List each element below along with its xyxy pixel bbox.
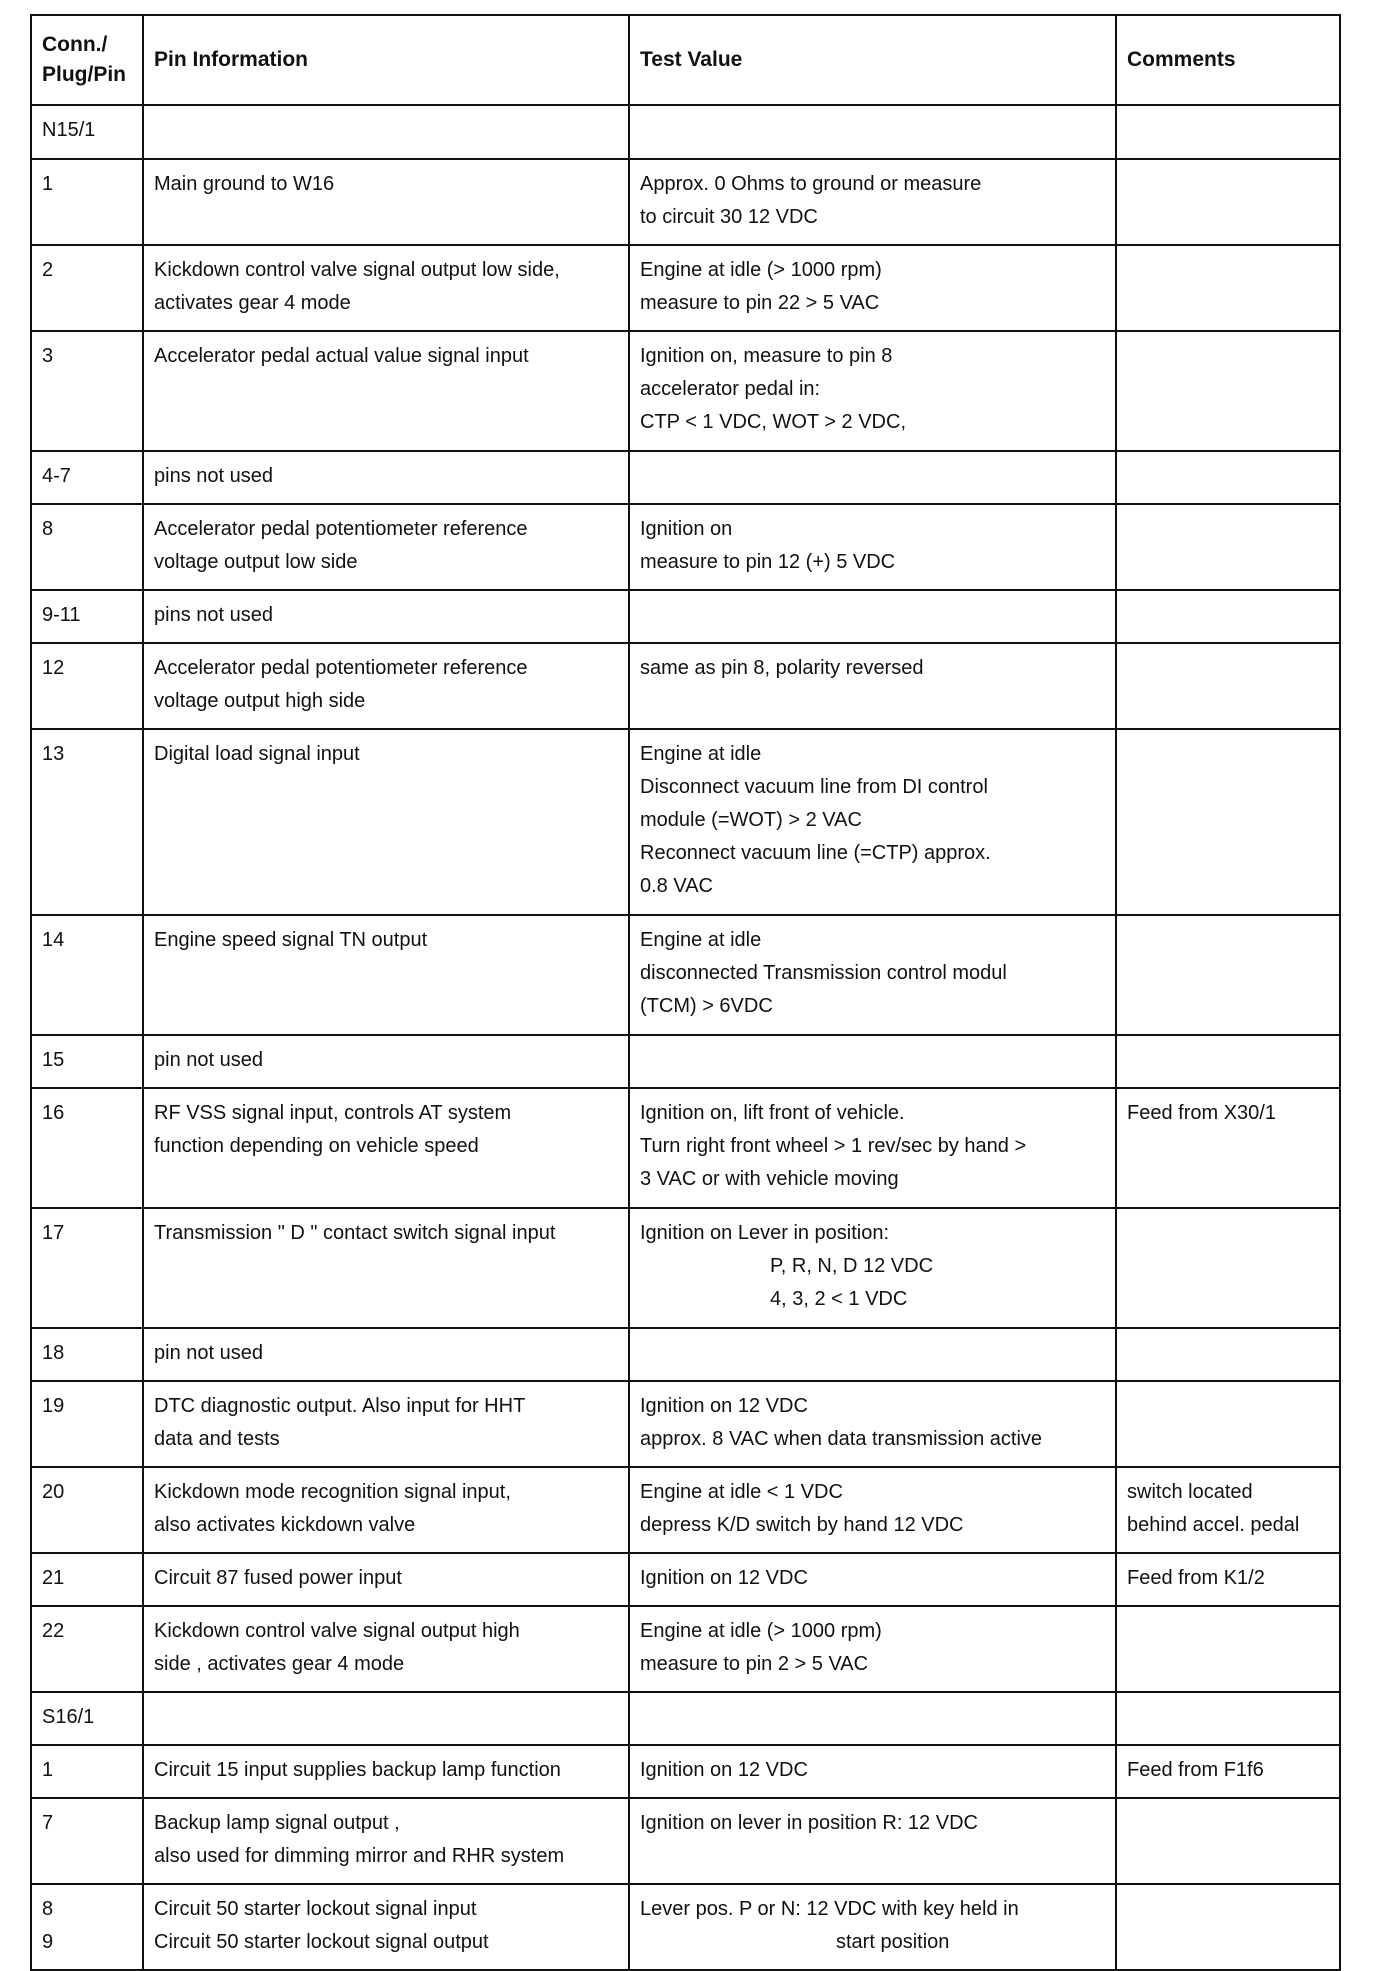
cell-line: 14 bbox=[42, 929, 65, 951]
cell-pin bbox=[143, 1208, 629, 1328]
cell-line: Lever pos. P or N: 12 VDC with key held in bbox=[640, 1898, 1019, 1920]
cell-line: Turn right front wheel > 1 rev/sec by hand > bbox=[640, 1135, 1027, 1157]
cell-line: 13 bbox=[42, 743, 65, 765]
cell-line: Ignition on Lever in position: bbox=[640, 1222, 890, 1244]
cell-pin bbox=[143, 504, 629, 590]
cell-line: activates gear 4 mode bbox=[154, 292, 351, 314]
cell-pin bbox=[143, 245, 629, 331]
pin-test-table bbox=[30, 14, 1341, 1971]
cell-comments bbox=[1116, 451, 1340, 504]
cell-pin bbox=[143, 1745, 629, 1798]
cell-line: data and tests bbox=[154, 1428, 280, 1450]
cell-comments bbox=[1116, 1381, 1340, 1467]
cell-test bbox=[629, 1035, 1116, 1088]
cell-pin bbox=[143, 1035, 629, 1088]
document-page bbox=[30, 14, 1339, 1971]
cell-line: Approx. 0 Ohms to ground or measure bbox=[640, 173, 982, 195]
cell-line: behind accel. pedal bbox=[1127, 1514, 1300, 1536]
cell-pin bbox=[143, 1328, 629, 1381]
cell-line: measure to pin 12 (+) 5 VDC bbox=[640, 551, 896, 573]
cell-pin bbox=[143, 1467, 629, 1553]
table-row bbox=[31, 105, 1340, 159]
cell-line: 0.8 VAC bbox=[640, 875, 713, 897]
cell-pin bbox=[143, 1692, 629, 1745]
cell-comments bbox=[1116, 245, 1340, 331]
table-row bbox=[31, 1381, 1340, 1467]
cell-test bbox=[629, 1381, 1116, 1467]
cell-line: 18 bbox=[42, 1342, 65, 1364]
table-row bbox=[31, 1884, 1340, 1970]
cell-comments bbox=[1116, 1553, 1340, 1606]
header-test-value: Test Value bbox=[629, 15, 1116, 105]
cell-comments bbox=[1116, 1606, 1340, 1692]
cell-line: function depending on vehicle speed bbox=[154, 1135, 479, 1157]
cell-pin bbox=[143, 729, 629, 915]
cell-test bbox=[629, 1088, 1116, 1208]
cell-conn bbox=[31, 1035, 143, 1088]
table-row bbox=[31, 1467, 1340, 1553]
cell-line: Circuit 15 input supplies backup lamp function bbox=[154, 1759, 561, 1781]
cell-line: Engine speed signal TN output bbox=[154, 929, 428, 951]
cell-comments bbox=[1116, 915, 1340, 1035]
cell-comments bbox=[1116, 1692, 1340, 1745]
cell-pin bbox=[143, 1553, 629, 1606]
table-row bbox=[31, 1692, 1340, 1745]
cell-test bbox=[629, 643, 1116, 729]
cell-line: Circuit 50 starter lockout signal input bbox=[154, 1898, 477, 1920]
cell-test bbox=[629, 1884, 1116, 1970]
cell-line: side , activates gear 4 mode bbox=[154, 1653, 405, 1675]
cell-test bbox=[629, 1208, 1116, 1328]
cell-pin bbox=[143, 331, 629, 451]
cell-comments bbox=[1116, 331, 1340, 451]
cell-pin bbox=[143, 643, 629, 729]
table-row bbox=[31, 1088, 1340, 1208]
cell-conn bbox=[31, 1208, 143, 1328]
cell-line: voltage output high side bbox=[154, 690, 366, 712]
cell-conn bbox=[31, 643, 143, 729]
cell-line: 3 VAC or with vehicle moving bbox=[640, 1168, 899, 1190]
cell-line: Ignition on, lift front of vehicle. bbox=[640, 1102, 905, 1124]
cell-test bbox=[629, 1745, 1116, 1798]
table-row bbox=[31, 504, 1340, 590]
cell-line: Engine at idle (> 1000 rpm) bbox=[640, 1620, 882, 1642]
cell-line: 9-11 bbox=[42, 604, 81, 626]
cell-line: depress K/D switch by hand 12 VDC bbox=[640, 1514, 964, 1536]
header-comments: Comments bbox=[1116, 15, 1340, 105]
cell-line: 17 bbox=[42, 1222, 65, 1244]
cell-line: also used for dimming mirror and RHR system bbox=[154, 1845, 565, 1867]
cell-comments bbox=[1116, 105, 1340, 159]
table-body bbox=[31, 105, 1340, 1970]
cell-comments bbox=[1116, 1208, 1340, 1328]
cell-line: measure to pin 22 > 5 VAC bbox=[640, 292, 880, 314]
cell-line: Engine at idle bbox=[640, 929, 762, 951]
table-row bbox=[31, 1328, 1340, 1381]
cell-line: Ignition on, measure to pin 8 bbox=[640, 345, 893, 367]
cell-pin bbox=[143, 915, 629, 1035]
cell-conn bbox=[31, 1328, 143, 1381]
cell-line: pins not used bbox=[154, 604, 273, 626]
cell-line: Feed from K1/2 bbox=[1127, 1567, 1265, 1589]
table-row bbox=[31, 331, 1340, 451]
cell-line: Backup lamp signal output , bbox=[154, 1812, 400, 1834]
table-row bbox=[31, 1745, 1340, 1798]
cell-test bbox=[629, 159, 1116, 245]
cell-test bbox=[629, 1606, 1116, 1692]
cell-line: Engine at idle (> 1000 rpm) bbox=[640, 259, 882, 281]
header-row bbox=[31, 15, 1340, 105]
cell-test bbox=[629, 1467, 1116, 1553]
cell-conn bbox=[31, 245, 143, 331]
cell-line: 20 bbox=[42, 1481, 65, 1503]
cell-line: Ignition on 12 VDC bbox=[640, 1395, 808, 1417]
cell-line: 12 bbox=[42, 657, 65, 679]
cell-line: Kickdown control valve signal output low side, bbox=[154, 259, 560, 281]
table-row bbox=[31, 1208, 1340, 1328]
cell-line: Feed from X30/1 bbox=[1127, 1102, 1276, 1124]
cell-comments bbox=[1116, 1035, 1340, 1088]
cell-line: 15 bbox=[42, 1049, 65, 1071]
header-conn bbox=[31, 15, 143, 105]
cell-comments bbox=[1116, 1745, 1340, 1798]
cell-line: 1 bbox=[42, 1759, 54, 1781]
cell-line: Kickdown mode recognition signal input, bbox=[154, 1481, 511, 1503]
table-row bbox=[31, 1606, 1340, 1692]
cell-line: to circuit 30 12 VDC bbox=[640, 206, 818, 228]
table-row bbox=[31, 643, 1340, 729]
cell-test bbox=[629, 504, 1116, 590]
cell-pin bbox=[143, 1606, 629, 1692]
cell-conn bbox=[31, 105, 143, 159]
cell-conn bbox=[31, 1745, 143, 1798]
cell-comments bbox=[1116, 1467, 1340, 1553]
cell-test bbox=[629, 245, 1116, 331]
cell-line: Transmission " D " contact switch signal input bbox=[154, 1222, 556, 1244]
cell-line: 19 bbox=[42, 1395, 65, 1417]
cell-line: Reconnect vacuum line (=CTP) approx. bbox=[640, 842, 991, 864]
table-row bbox=[31, 590, 1340, 643]
cell-line: 3 bbox=[42, 345, 54, 367]
cell-line: Disconnect vacuum line from DI control bbox=[640, 776, 988, 798]
cell-pin bbox=[143, 1088, 629, 1208]
cell-line: CTP < 1 VDC, WOT > 2 VDC, bbox=[640, 411, 906, 433]
cell-conn bbox=[31, 729, 143, 915]
cell-line: Accelerator pedal potentiometer reference bbox=[154, 518, 528, 540]
table-row bbox=[31, 451, 1340, 504]
cell-line: Circuit 50 starter lockout signal output bbox=[154, 1931, 489, 1953]
cell-conn bbox=[31, 1088, 143, 1208]
cell-test bbox=[629, 1798, 1116, 1884]
cell-pin bbox=[143, 451, 629, 504]
cell-pin bbox=[143, 159, 629, 245]
cell-line: switch located bbox=[1127, 1481, 1253, 1503]
cell-conn bbox=[31, 451, 143, 504]
cell-line: 21 bbox=[42, 1567, 65, 1589]
cell-line: P, R, N, D 12 VDC bbox=[770, 1255, 934, 1277]
cell-line: pin not used bbox=[154, 1342, 263, 1364]
cell-comments bbox=[1116, 643, 1340, 729]
cell-comments bbox=[1116, 159, 1340, 245]
cell-line: 8 bbox=[42, 1898, 54, 1920]
cell-conn bbox=[31, 1606, 143, 1692]
cell-line: Engine at idle bbox=[640, 743, 762, 765]
cell-pin bbox=[143, 1798, 629, 1884]
cell-line: S16/1 bbox=[42, 1706, 95, 1728]
cell-line: same as pin 8, polarity reversed bbox=[640, 657, 924, 679]
cell-line: Main ground to W16 bbox=[154, 173, 335, 195]
cell-line: Circuit 87 fused power input bbox=[154, 1567, 402, 1589]
cell-line: Engine at idle < 1 VDC bbox=[640, 1481, 843, 1503]
cell-test bbox=[629, 1553, 1116, 1606]
cell-line: DTC diagnostic output. Also input for HHT bbox=[154, 1395, 526, 1417]
cell-test bbox=[629, 915, 1116, 1035]
cell-comments bbox=[1116, 1328, 1340, 1381]
cell-comments bbox=[1116, 1798, 1340, 1884]
cell-line: 9 bbox=[42, 1931, 54, 1953]
cell-test bbox=[629, 1328, 1116, 1381]
cell-line: Kickdown control valve signal output high bbox=[154, 1620, 520, 1642]
cell-pin bbox=[143, 1884, 629, 1970]
cell-line: Digital load signal input bbox=[154, 743, 360, 765]
cell-line: RF VSS signal input, controls AT system bbox=[154, 1102, 512, 1124]
table-row bbox=[31, 159, 1340, 245]
cell-test bbox=[629, 590, 1116, 643]
cell-line: Accelerator pedal actual value signal input bbox=[154, 345, 529, 367]
cell-line: measure to pin 2 > 5 VAC bbox=[640, 1653, 869, 1675]
cell-test bbox=[629, 1692, 1116, 1745]
cell-comments bbox=[1116, 504, 1340, 590]
cell-line: 4, 3, 2 < 1 VDC bbox=[770, 1288, 908, 1310]
cell-conn bbox=[31, 331, 143, 451]
cell-comments bbox=[1116, 1088, 1340, 1208]
cell-conn bbox=[31, 504, 143, 590]
header-pin-information: Pin Information bbox=[143, 15, 629, 105]
cell-line: Ignition on 12 VDC bbox=[640, 1759, 808, 1781]
cell-comments bbox=[1116, 590, 1340, 643]
table-row bbox=[31, 245, 1340, 331]
cell-line: start position bbox=[836, 1931, 950, 1953]
cell-test bbox=[629, 331, 1116, 451]
cell-pin bbox=[143, 590, 629, 643]
header-conn-line1: Conn./ bbox=[42, 33, 108, 56]
cell-line: Feed from F1f6 bbox=[1127, 1759, 1264, 1781]
cell-line: Ignition on 12 VDC bbox=[640, 1567, 808, 1589]
table-row bbox=[31, 729, 1340, 915]
cell-test bbox=[629, 451, 1116, 504]
table-row bbox=[31, 1798, 1340, 1884]
cell-line: 16 bbox=[42, 1102, 65, 1124]
cell-conn bbox=[31, 159, 143, 245]
cell-line: 1 bbox=[42, 173, 54, 195]
cell-line: pins not used bbox=[154, 465, 273, 487]
cell-conn bbox=[31, 1467, 143, 1553]
cell-line: accelerator pedal in: bbox=[640, 378, 821, 400]
cell-line: Ignition on bbox=[640, 518, 733, 540]
header-conn-line2: Plug/Pin bbox=[42, 63, 126, 86]
cell-conn bbox=[31, 1553, 143, 1606]
cell-line: pin not used bbox=[154, 1049, 263, 1071]
cell-line: 8 bbox=[42, 518, 54, 540]
cell-conn bbox=[31, 915, 143, 1035]
cell-line: N15/1 bbox=[42, 119, 96, 141]
table-row bbox=[31, 1035, 1340, 1088]
cell-line: also activates kickdown valve bbox=[154, 1514, 416, 1536]
cell-conn bbox=[31, 1692, 143, 1745]
cell-conn bbox=[31, 590, 143, 643]
cell-line: Accelerator pedal potentiometer reference bbox=[154, 657, 528, 679]
cell-conn bbox=[31, 1798, 143, 1884]
cell-line: 22 bbox=[42, 1620, 65, 1642]
cell-comments bbox=[1116, 1884, 1340, 1970]
cell-line: disconnected Transmission control modul bbox=[640, 962, 1007, 984]
cell-comments bbox=[1116, 729, 1340, 915]
cell-conn bbox=[31, 1884, 143, 1970]
cell-pin bbox=[143, 1381, 629, 1467]
cell-test bbox=[629, 105, 1116, 159]
cell-conn bbox=[31, 1381, 143, 1467]
table-row bbox=[31, 915, 1340, 1035]
cell-line: module (=WOT) > 2 VAC bbox=[640, 809, 862, 831]
table-row bbox=[31, 1553, 1340, 1606]
cell-line: Ignition on lever in position R: 12 VDC bbox=[640, 1812, 978, 1834]
cell-pin bbox=[143, 105, 629, 159]
cell-line: 2 bbox=[42, 259, 54, 281]
cell-line: approx. 8 VAC when data transmission active bbox=[640, 1428, 1043, 1450]
cell-line: (TCM) > 6VDC bbox=[640, 995, 773, 1017]
cell-test bbox=[629, 729, 1116, 915]
cell-line: voltage output low side bbox=[154, 551, 358, 573]
cell-line: 4-7 bbox=[42, 465, 71, 487]
cell-line: 7 bbox=[42, 1812, 54, 1834]
